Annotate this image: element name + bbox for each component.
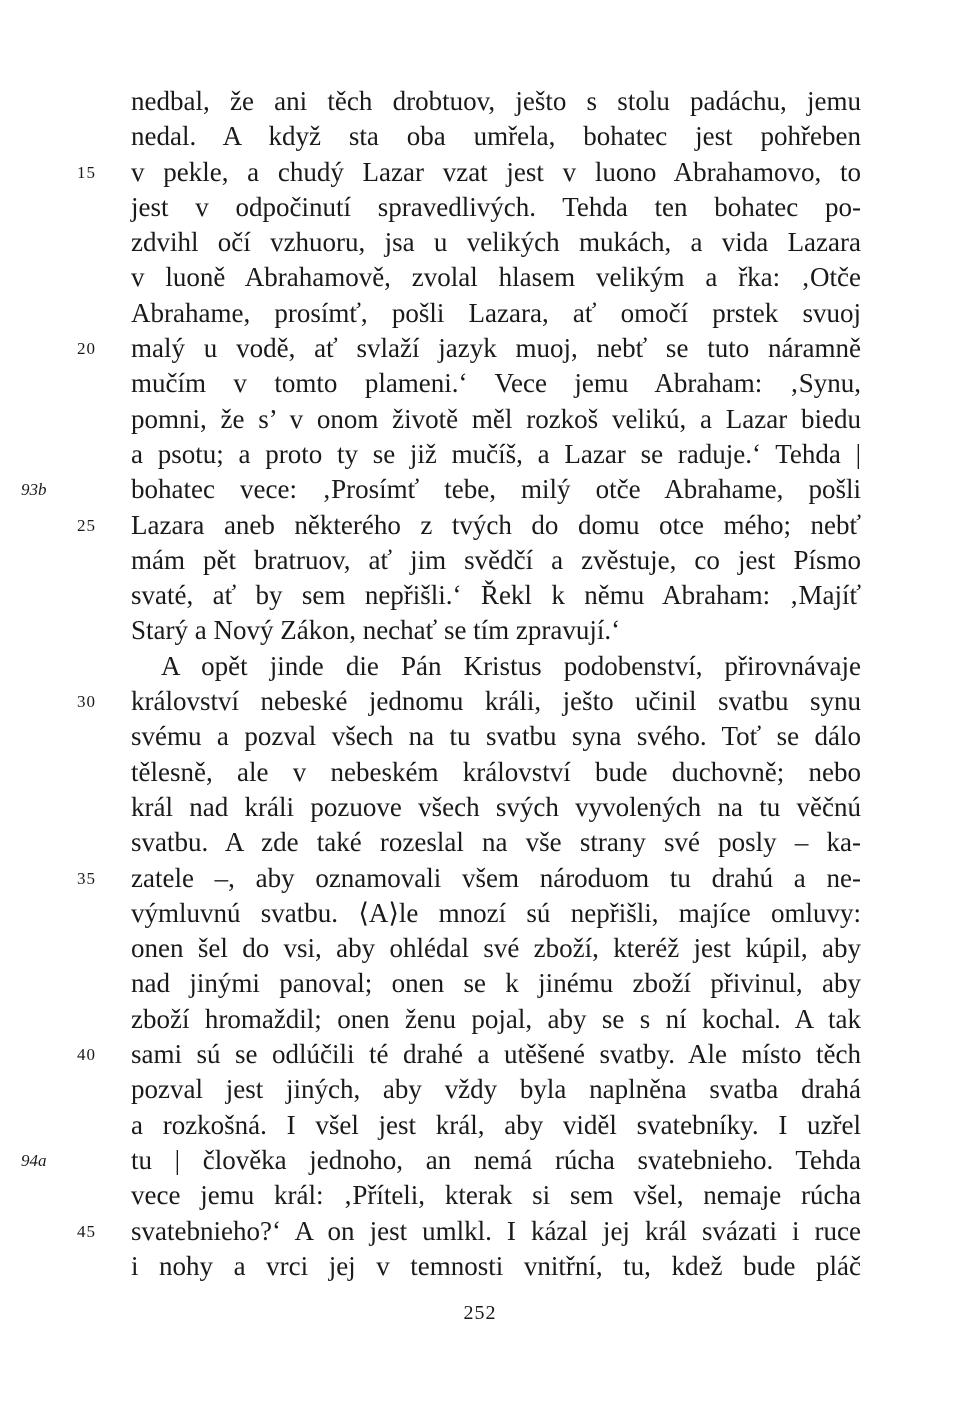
line-text: pozval jest jiných, aby vždy byla naplněna svatba drahá bbox=[131, 1074, 861, 1105]
line-text: výmluvnú svatbu. ⟨A⟩le mnozí sú nepřišli, majíce omluvy: bbox=[131, 897, 861, 928]
text-line bbox=[131, 296, 861, 331]
text-line bbox=[77, 155, 861, 190]
line-number: 45 bbox=[77, 1221, 96, 1241]
text-line bbox=[77, 508, 861, 543]
line-text: pomni, že s’ v onom životě měl rozkoš velikú, a Lazar biedu bbox=[131, 403, 861, 434]
text-line bbox=[77, 684, 861, 719]
text-line bbox=[131, 1249, 861, 1284]
line-text: zatele –, aby oznamovali všem národuom tu drahú a ne- bbox=[131, 862, 861, 893]
line-text: svatebnieho?‘ A on jest umlkl. I kázal jej král svázati i ruce bbox=[131, 1215, 861, 1246]
line-number: 35 bbox=[77, 868, 96, 888]
text-line bbox=[21, 472, 861, 507]
folio-marker: 93b bbox=[21, 480, 47, 500]
text-line bbox=[131, 260, 861, 295]
line-text: království nebeské jednomu králi, ješto učinil svatbu synu bbox=[131, 686, 861, 717]
line-text: svatbu. A zde také rozeslal na vše strany své posly – ka- bbox=[131, 827, 861, 858]
line-text: král nad králi pozuove všech svých vyvolených na tu věčnú bbox=[131, 791, 861, 822]
folio-marker: 94a bbox=[21, 1150, 47, 1170]
text-line bbox=[77, 1037, 861, 1072]
text-line bbox=[131, 825, 861, 860]
text-line bbox=[131, 719, 861, 754]
text-line bbox=[131, 1178, 861, 1213]
text-line bbox=[131, 402, 861, 437]
line-text: zboží hromaždil; onen ženu pojal, aby se s ní kochal. A tak bbox=[131, 1003, 861, 1034]
line-text: sami sú se odlúčili té drahé a utěšené svatby. Ale místo těch bbox=[131, 1039, 861, 1070]
line-number: 20 bbox=[77, 339, 96, 359]
text-line bbox=[131, 437, 861, 472]
text-line bbox=[131, 649, 861, 684]
line-number: 40 bbox=[77, 1045, 96, 1065]
text-line bbox=[77, 1214, 861, 1249]
text-line bbox=[131, 578, 861, 613]
line-text: nedal. A když sta oba umřela, bohatec jest pohřeben bbox=[131, 121, 861, 152]
text-line bbox=[131, 790, 861, 825]
text-line bbox=[131, 1002, 861, 1037]
body-text bbox=[21, 84, 861, 1284]
text-line bbox=[131, 1108, 861, 1143]
line-text: nedbal, že ani těch drobtuov, ješto s stolu padáchu, jemu bbox=[131, 86, 861, 116]
line-text: zdvihl očí vzhuoru, jsa u velikých mukách, a vida Lazara bbox=[131, 227, 861, 258]
text-line bbox=[131, 966, 861, 1001]
line-number: 30 bbox=[77, 692, 96, 712]
line-text: svaté, ať by sem nepřišli.‘ Řekl k němu Abraham: ‚Majíť bbox=[131, 580, 861, 611]
line-text: v luoně Abrahamově, zvolal hlasem velikým a řka: ‚Otče bbox=[131, 262, 861, 293]
text-line bbox=[131, 931, 861, 966]
page-number: 252 bbox=[463, 1302, 497, 1324]
line-text: a rozkošná. I všel jest král, aby viděl svatebníky. I uzřel bbox=[131, 1109, 861, 1140]
line-text: bohatec vece: ‚Prosímť tebe, milý otče Abrahame, pošli bbox=[131, 474, 861, 505]
line-text: v pekle, a chudý Lazar vzat jest v luono Abrahamovo, to bbox=[131, 156, 861, 187]
line-text: A opět jinde die Pán Kristus podobenství, přirovnávaje bbox=[161, 650, 861, 681]
line-text: jest v odpočinutí spravedlivých. Tehda ten bohatec po- bbox=[131, 191, 861, 222]
line-text: a psotu; a proto ty se již mučíš, a Lazar se raduje.‘ Tehda | bbox=[131, 438, 861, 469]
text-line bbox=[131, 366, 861, 401]
text-line bbox=[21, 1143, 861, 1178]
line-text: tělesně, ale v nebeském království bude duchovně; nebo bbox=[131, 756, 861, 787]
text-line bbox=[131, 190, 861, 225]
line-text: onen šel do vsi, aby ohlédal své zboží, kteréž jest kúpil, aby bbox=[131, 933, 861, 964]
line-text: Abrahame, prosímť, pošli Lazara, ať omočí prstek svuoj bbox=[131, 297, 861, 328]
text-line bbox=[131, 119, 861, 154]
line-text: malý u vodě, ať svlaží jazyk muoj, nebť se tuto náramně bbox=[131, 333, 861, 364]
text-line bbox=[77, 331, 861, 366]
text-line bbox=[131, 613, 861, 648]
line-number: 25 bbox=[77, 515, 96, 535]
line-number: 15 bbox=[77, 162, 96, 182]
line-text: mám pět bratruov, ať jim svědčí a zvěstuje, co jest Písmo bbox=[131, 544, 861, 575]
line-text: Starý a Nový Zákon, nechať se tím zpravují.‘ bbox=[131, 615, 621, 646]
text-line bbox=[131, 225, 861, 260]
line-text: mučím v tomto plameni.‘ Vece jemu Abraham: ‚Synu, bbox=[131, 368, 861, 399]
line-text: tu | člověka jednoho, an nemá rúcha svatebnieho. Tehda bbox=[131, 1144, 861, 1175]
text-line bbox=[131, 543, 861, 578]
line-text: Lazara aneb některého z tvých do domu otce mého; nebť bbox=[131, 509, 861, 540]
text-line bbox=[77, 861, 861, 896]
line-text: nad jinými panoval; onen se k jinému zboží přivinul, aby bbox=[131, 968, 861, 999]
line-text: vece jemu král: ‚Příteli, kterak si sem všel, nemaje rúcha bbox=[131, 1180, 861, 1211]
line-text: i nohy a vrci jej v temnosti vnitřní, tu, kdež bude pláč bbox=[131, 1250, 861, 1281]
text-line bbox=[131, 84, 861, 119]
text-line bbox=[131, 1072, 861, 1107]
text-line bbox=[131, 755, 861, 790]
text-line bbox=[131, 896, 861, 931]
line-text: svému a pozval všech na tu svatbu syna svého. Toť se dálo bbox=[131, 721, 861, 752]
